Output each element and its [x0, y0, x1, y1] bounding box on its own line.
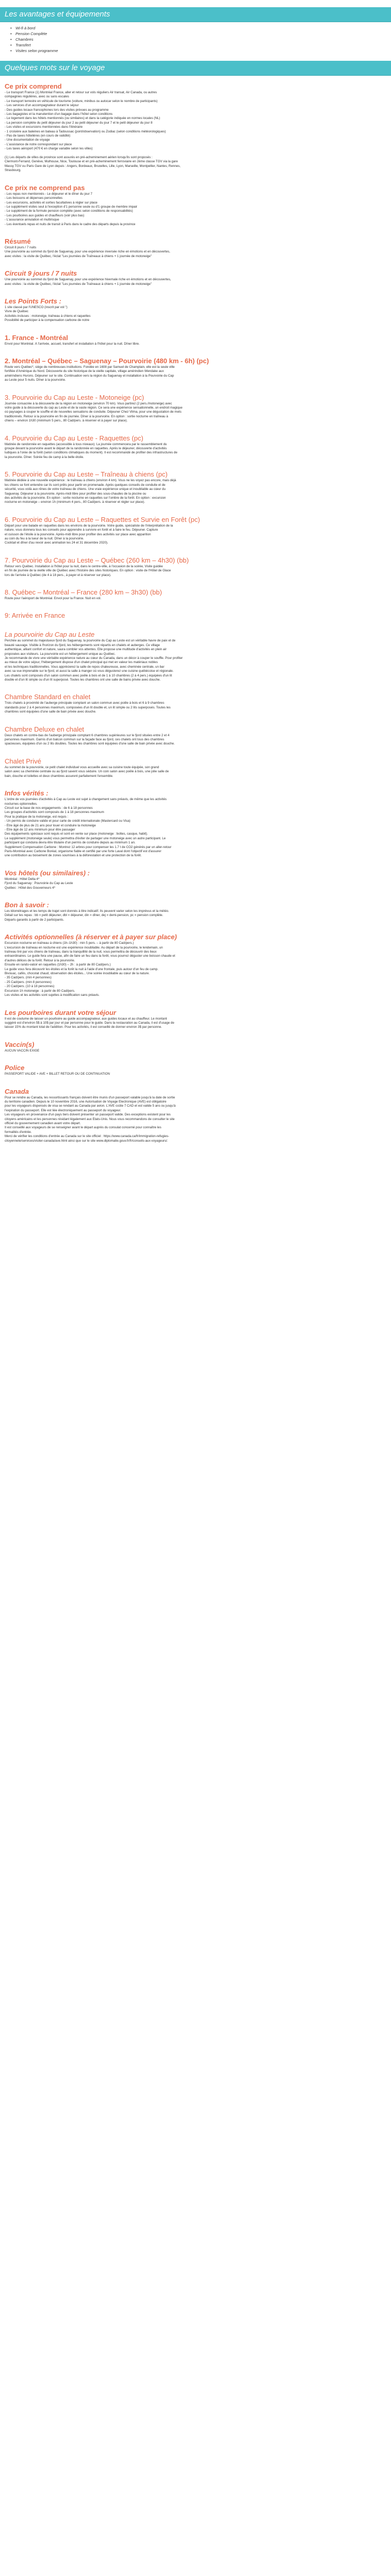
section-title: Bon à savoir : — [5, 901, 49, 909]
body-line: amérindiens Hurons. Déjeuner sur le site. Continuation vers la région du Saguenay et installation à la Pourvoirie du Cap — [5, 374, 174, 378]
section-title: 8. Québec – Montréal – France (280 km – 3h30) (bb) — [5, 588, 162, 596]
body-line: citoyens américains et les personnes résidant légalement aux États-Unis. Nous vous recommandons de consulter le site — [5, 1117, 175, 1121]
body-line: formalités d'entrée. — [5, 1130, 32, 1134]
section-title: 5. Pourvoirie du Cap au Leste – Traîneau à chiens (pc) — [5, 470, 168, 479]
body-line: - Le supplément de la formule pension complète (avec selon conditions de responsabilités) — [5, 209, 133, 213]
section-title: Les Points Forts : — [5, 297, 61, 305]
section-body — [5, 524, 386, 546]
equipment-item: • Visites selon programme — [10, 48, 391, 54]
body-line: - Les services d'un accompagnateur durant le séjour — [5, 104, 79, 108]
body-line: - 1 croisière aux baleines en bateau à Tadoussac (pont/observation) ou Zodiac (selon conditions météorologiques) — [5, 129, 166, 133]
body-line: proposées aux visiteurs. La pourvoirie est un hébergement unique au Québec. — [5, 652, 116, 656]
section — [5, 82, 386, 173]
section-title: Circuit 9 jours / 7 nuits — [5, 269, 77, 278]
body-line: Pour se rendre au Canada, les ressortissants français doivent être munis d'un passeport valable jusqu'à la date de sortie — [5, 1095, 175, 1099]
body-line — [5, 151, 386, 156]
body-line: sécurité, vous voilà aux rênes de votre traîneau de chiens. Une vraie expérience unique et inoubliable au cœur du — [5, 487, 166, 492]
section — [5, 933, 386, 997]
body-line: d'autres délices de la forêt. Retour à la pourvoirie. — [5, 958, 75, 962]
body-line: - Les repas non mentionnés - Le déjeuner et le dîner du jour 7 — [5, 192, 92, 196]
body-line: lors de l'arrivée à Québec (de 4 à 18 pers., à payer et à réserver sur place). — [5, 573, 111, 577]
body-line: participant qui conduira devra être titulaire d'un permis de conduire depuis au minimum 1 an. — [5, 841, 136, 845]
section — [5, 470, 386, 504]
body-line: Route pour l'aéroport de Montréal. Envol pour la France. Nuit en vol. — [5, 596, 102, 600]
section — [5, 692, 386, 714]
body-line: compagnies régulières, avec ou sans escales — [5, 95, 69, 99]
section — [5, 556, 386, 578]
body-line: Massy TGV ou Paris Gare de Lyon depuis : Angers, Bordeaux, Bruxelles, Lille, Lyon, Marseille, Montpellier, Nantes, Rennes, — [5, 164, 181, 168]
section-title: Les pourboires durant votre séjour — [5, 1008, 116, 1016]
body-line: - Le transport terrestre en véhicule de tourisme (voiture, minibus ou autocar selon le nombre de participants) — [5, 99, 158, 103]
body-line: traditionnels. Retour à la pourvoirie en fin de journée. Dîner à la pourvoirie. En option : sortie nocturne en traîneau à — [5, 414, 168, 418]
body-line: - 25 Cad/pers. (min 8 personnes) — [5, 980, 52, 984]
body-line: - Les pourboires aux guides et chauffeurs (voir plus bas) — [5, 213, 85, 217]
body-line: Il est conseillé aux voyageurs de se renseigner avant le départ auprès du consulat concerné pour connaître les — [5, 1126, 161, 1130]
section — [5, 869, 386, 890]
body-line: - Les visites et excursions mentionnées dans l'itinéraire — [5, 125, 83, 129]
section-body — [5, 479, 386, 504]
body-line: Détail sur les repas : bb = petit déjeuner, dbl = déjeuner, din = dîner, dej = demi-pension, pc = pension complète. — [5, 913, 164, 918]
body-line: Au sommet de la pourvoirie, ce petit chalet individuel vous accueille avec sa cuisine toute équipée, son grand — [5, 765, 159, 769]
equipment-item: • Wi-fi à bord — [10, 25, 391, 31]
section-title: Vaccin(s) — [5, 1040, 35, 1048]
body-line: Deux chalets en contre-bas de l'auberge principale comptant 6 chambres supérieures sur le fjord situées entre 2 et 4 — [5, 733, 170, 737]
section-body — [5, 402, 386, 423]
body-line: fortifiée d'Amérique du Nord. Découverte du site historique de la vieille capitale, village amérindien Wendake aux — [5, 369, 164, 374]
section — [5, 901, 386, 922]
section-body — [5, 192, 386, 227]
section — [5, 630, 386, 682]
section-body — [5, 1072, 386, 1076]
body-line: - Les bagagistes et la manutention d'un bagage dans l'hôtel selon conditions — [5, 112, 113, 116]
body-line: les chiens se font entendre car ils sont prêts pour partir en promenade. Après quelques conseils de conduite et de — [5, 483, 166, 487]
section-body — [5, 246, 386, 259]
body-line: et cuisson de l'étoile à la pourvoirie. Après-midi libre pour profiter des activités sur place avec apparition — [5, 532, 151, 536]
body-line: L'ordre de vos journées d'activités à Cap au Leste est sujet à changement sans préavis, de même que les activités — [5, 798, 167, 802]
body-line: personnes maximum. Garnis d'un balcon commun sur la façade face au fjord, ces chalets ont tous des chambres — [5, 738, 165, 742]
body-line: Envol pour Montréal. À l'arrivée, accueil, transfert et installation à l'hôtel pour la nuit. Dîner libre. — [5, 342, 140, 346]
trip-banner: Quelques mots sur le voyage — [0, 61, 391, 76]
section-title: Vos hôtels (ou similaires) : — [5, 869, 90, 877]
section-title: 7. Pourvoirie du Cap au Leste – Québec (260 km – 4h30) (bb) — [5, 556, 189, 564]
body-line: Ensuite en rando-vatoir en raquettes (1h30) – 2h : à partir de 80 Cad/pers.) — [5, 963, 111, 967]
equipment-item: • Transfert — [10, 42, 391, 48]
body-line: une contribution au boisement de zones soumises à la déforestation et une protection de la forêt. — [5, 854, 142, 858]
section — [5, 393, 386, 423]
body-line: L'excursion de traîneau en nocturne est une expérience inoubliable. Au départ de la pourvoirie, le lendemain, un — [5, 945, 163, 950]
body-line: citoyennete/services/visiter-canada/ave.html ainsi que sur le site www.diplomatie.gouv.fr/fr/conseils-aux-voyageurs/. — [5, 1139, 168, 1143]
body-line: - Les excursions, activités et sorties facultatives à régler sur place — [5, 200, 97, 205]
equipment-list — [0, 25, 391, 54]
section-body — [5, 1017, 386, 1030]
section — [5, 333, 386, 346]
body-line: spacieuses, équipées d'un ou 2 lits doubles. Toutes les chambres sont équipées d'une salle de bain privée avec douche. — [5, 742, 175, 746]
section — [5, 1087, 386, 1143]
section-title: 9: Arrivée en France — [5, 612, 66, 620]
body-line: Québec : Hôtel des Gouverneurs 4* — [5, 886, 56, 890]
body-line: chiens – environ 1h30 (minimum 5 pers., 80 Cad/pers. à réserver et à payer sur place). — [5, 419, 128, 423]
body-line: - Les boissons et dépenses personnelles — [5, 196, 63, 200]
body-line: et les techniques traditionnelles. Vous apprécierez la salle de repos chaleureuse, avec cheminée centrale, un bar — [5, 665, 165, 669]
body-line: Départs garantis à partir de 2 participants. — [5, 918, 64, 922]
body-line: Clermont-Ferrand, Genève, Mulhouse, Nice, Toulouse et en pré-acheminement ferroviaire en 2ème classe TGV via la gare — [5, 160, 178, 164]
section-body — [5, 597, 386, 601]
body-line: beauté sauvage. Visible à l'horizon du fjord, les hébergements sont répartis en chalets et auberges. Ce village — [5, 643, 160, 647]
body-line: - Les éventuels repas et nuits de transit à Paris dans le cadre des départs depuis la province — [5, 222, 136, 226]
section-title: Infos vérités : — [5, 789, 48, 798]
body-line: groupe devant la pourvoirie avant le départ de la randonnée en raquettes. Après le déjeuner, découverte d'activités — [5, 447, 167, 451]
body-line: des activités de la pourvoirie. En option : sortie nocturne en raquettes sur l'ombre de la forêt. En option : excursion — [5, 496, 166, 500]
body-line: PASSEPORT VALIDE + AVE + BILLET RETOUR OU DE CONTINUATION — [5, 1072, 110, 1076]
section — [5, 725, 386, 747]
body-line: Circuit sur la base de nos engagements : de 6 à 18 personnes — [5, 806, 93, 810]
body-line: Merci de vérifier les conditions d'entrée au Canada sur le site officiel : https://www.canada.ca/fr/immigration-refugies- — [5, 1134, 169, 1139]
section — [5, 757, 386, 778]
section-body — [5, 798, 386, 858]
section — [5, 1063, 386, 1076]
body-line: Je recommande de vivre une véritable expérience nature au cœur du Canada, dans un décor à couper le souffle. Pour profiter — [5, 656, 183, 660]
body-line: Il est de coutume de laisser un pourboire au guide accompagnateur, aux guides locaux et au chauffeur. Le montant — [5, 1016, 167, 1021]
body-line: - Pas de taxes hôtelières (en cours de validité) — [5, 134, 71, 138]
body-line: Les voyageurs en provenance d'un pays tiers doivent présenter un passeport valide. Des exceptions existent pour les — [5, 1113, 171, 1117]
section — [5, 588, 386, 601]
equipment-item: • Pension Complète — [10, 31, 391, 37]
section-body — [5, 701, 386, 714]
body-line: avec sa vue imprenable sur le fjord, et aussi la salle à manger où vous dégusterez une cuisine québécoise et régionale. — [5, 669, 174, 673]
body-line: avec visites : la visite de Québec, l'éclat "Les journées de Traîneaux à chiens + 1 journée de motoneige" — [5, 254, 152, 258]
body-line: Les chalets sont composés d'un salon commun avec poêle à bois et de 1 à 10 chambres (2 à 4 pers.) équipées d'un lit — [5, 673, 172, 677]
section — [5, 1040, 386, 1053]
body-line: où paysages à couper le souffle et de nouvelles sensations de conduite. Déjeuner Chez Vilma, pour une dégustation de mets — [5, 410, 182, 414]
body-line: suggéré est d'environ 5$ à 10$ par jour et par personne pour le guide. Dans la restauration au Canada, il est d'usage de — [5, 1021, 174, 1025]
section-title: Activités optionnelles (à réserver et à payer sur place) — [5, 933, 177, 941]
body-line: pour les voyageurs dispensés de visa se rendant au Canada par avion. L'AVE coûte 7 CAD et est valide 5 ans ou jusqu'à — [5, 1104, 176, 1108]
body-line: au coin du feu à la lueur de la nuit. Dîner à la pourvoirie. — [5, 536, 84, 540]
body-line: Saguenay. Déjeuner à la pourvoirie. Après-midi libre pour profiter des sous-chaudes de la piscine ou — [5, 492, 146, 496]
body-line: Trois chalets à proximité de l'auberge principale comptant un salon commun avec poêle à bois et 6 à 9 chambres — [5, 701, 165, 705]
section-body — [5, 91, 386, 173]
section-title: 6. Pourvoirie du Cap au Leste – Raquettes et Survie en Forêt (pc) — [5, 515, 200, 523]
body-line: officiel du gouvernement canadien avant votre départ. — [5, 1121, 81, 1125]
body-line: bain, douche et toilettes et deux chambres assurent parfaitement l'ensemble. — [5, 774, 113, 778]
section — [5, 789, 386, 858]
body-line: nocturnes optionnelles. — [5, 802, 38, 806]
body-line: - Le supplément visites seul à l'exception d'1 personne seule ou d'1 groupe de membre impair — [5, 205, 138, 209]
section-title: 1. France - Montréal — [5, 333, 68, 342]
section — [5, 357, 386, 383]
body-line: l'expiration du passeport. Elle est liée électroniquement au passeport du voyageur. — [5, 1108, 121, 1112]
section-body — [5, 877, 386, 890]
body-line: - La pension complète du petit déjeuner du jour 2 au petit déjeuner du jour 7 et le petit déjeuner du jour 8 — [5, 121, 153, 125]
section-title: Police — [5, 1064, 25, 1072]
body-line: Une pourvoirie au sommet du fjord de Saguenay, pour une expérience inversée riche en émotions et en découvertes, — [5, 250, 170, 254]
body-line: Bivouac, cafés, chocolat chaud, observation des étoiles... Une soirée inoubliable au cœur de la nature. — [5, 972, 150, 976]
body-line: salon avec sa cheminée centrale ou au fjord savent vous séduire. Un coin salon avec poêle à bois, une jolie salle de — [5, 770, 169, 774]
body-line: Excursion 1h motoneige : à partir de 80 Cad/pers. — [5, 989, 75, 993]
body-line: - Le transport France (1) Montréal France, aller et retour sur vols réguliers Air transat, Air Canada, ou autres — [5, 91, 157, 94]
body-line: - Des guides locaux francophones lors des visites prévues au programme — [5, 108, 109, 112]
section-body — [5, 941, 386, 997]
body-line: au mieux de votre séjour, l'hébergement dispose d'un chalet principal qui met en valeur les matériaux nobles — [5, 660, 158, 665]
body-line: Circuit 8 jours / 7 nuits — [5, 245, 37, 249]
equipment-banner: Les avantages et équipements — [0, 7, 391, 22]
section-body — [5, 909, 386, 922]
body-line: authentique, alliant confort et nature, saura combler vos attentes. Elle propose une multitude d'activités en plein air — [5, 648, 167, 652]
body-line: du territoire canadien. Depuis le 10 novembre 2016, une Autorisation de Voyage Électronique (AVE) est obligatoire — [5, 1099, 167, 1104]
body-line: Vivre de Québec — [5, 310, 28, 314]
body-line: laisser 15% du montant total de l'addition. Pour les activités, il est conseillé de donner environ 3$ par personne. — [5, 1025, 162, 1029]
section — [5, 434, 386, 460]
body-line: Supplément Compensation Carbone : Montrez 12 arbres pour compenser les 1.7 t de CO2 générés par un aller-retour — [5, 845, 172, 849]
body-line: Matinée dédiée à une nouvelle expérience : le traîneau à chiens (environ 4 km). Vous ne les voyez pas encore, mais déjà — [5, 479, 176, 483]
body-line: - L'assurance annulation et multirisque — [5, 218, 59, 222]
section-title: Chambre Standard en chalet — [5, 693, 91, 701]
body-line: Le supplément (motoneige seule) vous permettra d'éviter de partager une motoneige avec un autre participant. Le — [5, 836, 166, 840]
body-line: Le guide vous fera découvrir les étoiles et la forêt la nuit à l'aide d'une frontale, puis autour d'un feu de camp. — [5, 967, 158, 971]
body-line: 1 site classé par l'UNESCO (inscrit par vol ") — [5, 305, 68, 309]
body-line: Pour la pratique de la motoneige, est requis : — [5, 815, 69, 819]
body-line: double et d'un lit simple ou d'un lit superposé. Toutes les chambres ont une salle de bains privée avec douche. — [5, 678, 161, 682]
body-line: Route vers Québec*, siège de nombreuses institutions. Fondée en 1608 par Samuel de Champlain, elle est la seule ville — [5, 365, 175, 369]
body-line: Matinée de randonnée en raquettes (accessible à tous niveaux). La journée commencera par le rassemblement du — [5, 442, 167, 446]
body-line: - Les taxes aéroport (470 € en charge variable selon les villes) — [5, 147, 93, 151]
section-body — [5, 639, 386, 682]
section-body — [5, 306, 386, 323]
section — [5, 183, 386, 227]
body-line: Strasbourg. — [5, 168, 21, 173]
body-line: Activités incluses : motoneige, traîneau à chiens et raquettes — [5, 314, 91, 318]
body-line: ludiques à l'orée de la forêt (selon conditions climatiques du moment). Il est recommandé de profiter des infrastructures de — [5, 451, 177, 455]
section-body — [5, 565, 386, 578]
section-title: Ce prix ne comprend pas — [5, 183, 85, 192]
body-line: Possibilité de participer à la compensation carbone de notre — [5, 318, 90, 323]
body-line: nature, vous donnera tous les conseils pour apprendre à survivre en forêt et à faire le feu. Déjeuner. Capture — [5, 528, 158, 532]
section-body — [5, 443, 386, 460]
body-line: - 35 Cad/pers. (min 4 personnes) — [5, 976, 52, 980]
body-line: - Être âgé de plus de 21 ans pour louer et conduire la motoneige — [5, 823, 96, 827]
body-line: Perchée au sommet du majestueux fjord du Saguenay, la pourvoirie du Cap au Leste est un véritable havre de paix et de — [5, 639, 176, 643]
body-line: Départ pour une balade en raquettes dans les environs de la pourvoirie. Votre guide, spécialiste de l'interprétation de la — [5, 523, 173, 528]
body-line: Retour vers Québec. Installation à l'hôtel pour la nuit, dans le centre-ville, à l'occasion de la soirée, Visite guidée — [5, 564, 163, 568]
section — [5, 297, 386, 323]
body-line: Les visites et les activités sont sujettes à modification sans préavis. — [5, 993, 100, 997]
section-title: Chambre Deluxe en chalet — [5, 725, 84, 733]
body-line: Une pourvoirie au sommet du fjord de Saguenay, pour une expérience hivernale riche en émotions et en découvertes, — [5, 278, 171, 282]
section-title: 2. Montréal – Québec – Saguenay – Pourvoirie (480 km - 6h) (pc) — [5, 357, 209, 365]
section-body — [5, 365, 386, 383]
section-title: La pourvoirie du Cap au Leste — [5, 631, 95, 639]
body-line: - Être âgé de 12 ans minimum pour être passager — [5, 827, 75, 832]
body-line: traîneau tiré par vos chiens de traîneau, dans la tranquillité de la nuit, vous permettra de découvrir des lieux — [5, 950, 157, 954]
section-body — [5, 766, 386, 778]
body-line: Montréal : Hôtel Delta 4* — [5, 877, 40, 881]
body-line: AUCUN VACCIN EXIGÉ — [5, 1048, 40, 1053]
section — [5, 269, 386, 286]
section-body — [5, 1096, 386, 1143]
body-line: au Leste pour 5 nuits. Dîner à la pourvoirie. — [5, 378, 66, 382]
section — [5, 515, 386, 546]
section-body — [5, 342, 386, 346]
body-line: - Le logement dans les hôtels mentionnés (ou similaires) et dans la catégorie indiquée en normes locales (NL) — [5, 116, 160, 121]
body-line: votre guide à la découverte du cap au Leste et de la vaste région. Ce sera une expérience sensationnelle, un endroit magique — [5, 406, 183, 410]
section-title: Chalet Privé — [5, 757, 41, 765]
body-line: - L'assistance de notre correspondant sur place — [5, 142, 72, 146]
section-title: Résumé — [5, 237, 31, 245]
body-line: chambres sont équipées d'une salle de bain privée avec douche. — [5, 710, 96, 714]
body-line: - Un permis de conduire valide et pour carte de crédit internationale (Mastercard ou Visa) — [5, 819, 131, 823]
section-body — [5, 278, 386, 286]
body-line: Fjord du Saguenay : Pourvoirie du Cap au Leste — [5, 882, 73, 886]
body-line: Journée consacrée à la découverte de la région en motoneige (environ 70 km). Vous partirez (2 pers./motoneige) avec — [5, 401, 172, 405]
body-line: - 20 Cad/pers. (10 à 18 personnes) — [5, 985, 55, 989]
body-line: en fin de journée de la vieille ville de Québec avec l'histoire des sites historiques. En option : visite de l'Hôtel de Glace — [5, 569, 171, 573]
section-title: Canada — [5, 1087, 29, 1095]
section — [5, 237, 386, 259]
body-line: - Une documentation de voyage — [5, 138, 50, 142]
body-line: extraordinaires. Le guide fera une pause, afin de faire un feu dans la forêt, vous pourrez déguster une boisson chaude et — [5, 954, 175, 958]
body-line: la pourvoirie. Dîner. Soirée feu de camp à la belle étoile. — [5, 455, 84, 459]
body-line: standards pour 2 à 4 personnes maximum, composées d'un lit double et, un lit simple ou 2 lits superposés. Toutes les — [5, 705, 171, 709]
section-body — [5, 1049, 386, 1053]
equipment-item: • Chambres — [10, 37, 391, 42]
trip-sections — [0, 82, 391, 1143]
body-line: Des équipements spéciaux sont requis et sont en vente sur place (motoneige : bottes, casque, habit). — [5, 832, 148, 836]
section-title: 4. Pourvoirie du Cap au Leste - Raquettes (pc) — [5, 434, 143, 442]
body-line: (1) Les départs de villes de province sont assurés en pré-acheminement aérien lorsqu'ils sont proposés : — [5, 156, 153, 160]
section — [5, 1008, 386, 1030]
body-line: Les groupes d'activités sont composés de 1 à 18 personnes maximum — [5, 810, 104, 815]
page — [0, 7, 391, 2576]
body-line: Excursion nocturne en traîneau à chiens (1h–1h30) : min 5 pers. – à partir de 80 Cad/pers.) — [5, 941, 134, 945]
section-title: Ce prix comprend — [5, 82, 62, 90]
section-title: 3. Pourvoirie du Cap au Leste - Motoneige (pc) — [5, 393, 144, 401]
body-line: Les kilométrages et les temps de trajet sont donnés à titre indicatif. Ils peuvent varier selon les imprévus et la météo. — [5, 909, 169, 913]
body-line: Paris-Montréal avec Carbone Boréal, organisme fiable et certifié par une forte Laval dont l'objectif est d'assurer — [5, 849, 161, 853]
body-line: nocturne en motoneige – environ 1h (minimum 4 pers., 80 Cad/pers. à réserver et régler sur place). — [5, 500, 145, 504]
body-line: avec visites : la visite de Québec, l'éclat "Les journées de Traîneaux à chiens + 1 journée de motoneige" — [5, 282, 152, 286]
section-body — [5, 734, 386, 747]
section — [5, 611, 386, 620]
body-line: Cocktail et dîner d'au revoir avec animation les 24 et 31 décembre 2020). — [5, 541, 108, 545]
